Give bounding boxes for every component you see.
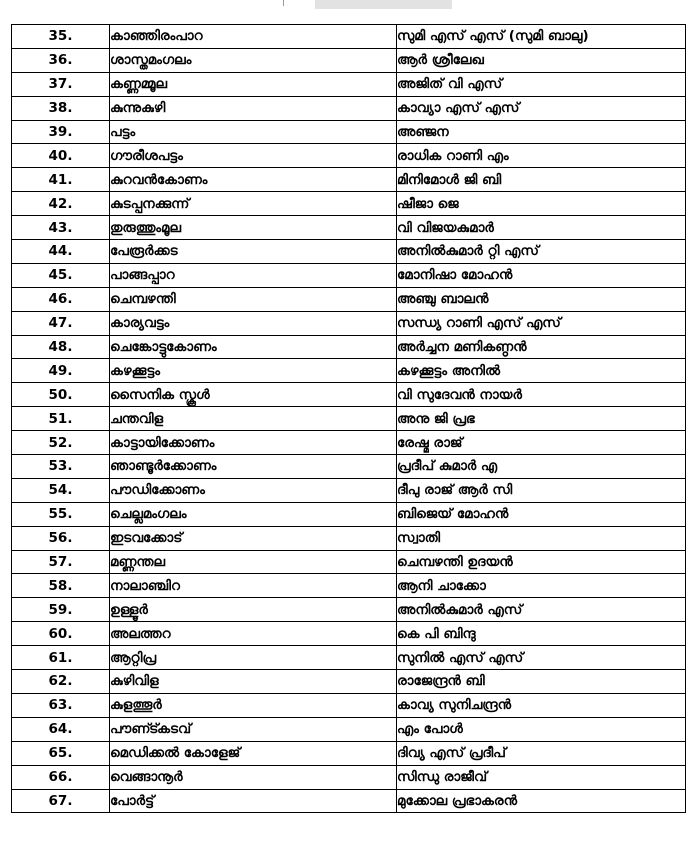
- row-number: 53.: [12, 455, 110, 479]
- ward-name: പോര്‍ട്ട്: [110, 789, 397, 813]
- candidate-name: കാവ്യ സുനിചന്ദ്രന്‍: [397, 693, 686, 717]
- ward-name: കുളത്തൂര്‍: [110, 693, 397, 717]
- row-number: 62.: [12, 670, 110, 694]
- candidate-name: വി വിജയകുമാര്‍: [397, 216, 686, 240]
- row-number: 47.: [12, 311, 110, 335]
- row-number: 58.: [12, 574, 110, 598]
- candidate-name: അനില്‍കുമാര്‍ റ്റി എസ്: [397, 240, 686, 264]
- top-toolbar-strip: [0, 0, 695, 10]
- row-number: 59.: [12, 598, 110, 622]
- row-number: 37.: [12, 72, 110, 96]
- candidate-name: ബിജെയ് മോഹന്‍: [397, 502, 686, 526]
- table-row: [12, 120, 686, 144]
- ward-name: പേരൂര്‍ക്കട: [110, 240, 397, 264]
- row-number: 50.: [12, 383, 110, 407]
- candidate-name: രാധിക റാണി എം: [397, 144, 686, 168]
- candidate-name: രാജേന്ദ്രന്‍ ബി: [397, 670, 686, 694]
- ward-name: പൗണ്ട്കടവ്: [110, 717, 397, 741]
- toolbar-tab[interactable]: [315, 0, 452, 9]
- row-number: 48.: [12, 335, 110, 359]
- toolbar-divider: [283, 0, 284, 6]
- table-row: [12, 598, 686, 622]
- table-row: [12, 287, 686, 311]
- row-number: 43.: [12, 216, 110, 240]
- ward-name: ചന്തവിള: [110, 407, 397, 431]
- row-number: 56.: [12, 526, 110, 550]
- ward-name: കാഞ്ഞിരംപാറ: [110, 25, 397, 49]
- row-number: 57.: [12, 550, 110, 574]
- candidate-name: അജിത് വി എസ്: [397, 72, 686, 96]
- row-number: 36.: [12, 48, 110, 72]
- candidate-name: സന്ധ്യ റാണി എസ് എസ്: [397, 311, 686, 335]
- ward-name: ആറ്റിപ്ര: [110, 646, 397, 670]
- row-number: 55.: [12, 502, 110, 526]
- table-row: [12, 526, 686, 550]
- ward-name: കണ്ണമ്മൂല: [110, 72, 397, 96]
- candidate-name: ദീപു രാജ് ആര്‍ സി: [397, 478, 686, 502]
- table-row: [12, 622, 686, 646]
- row-number: 65.: [12, 741, 110, 765]
- ward-name: നാലാഞ്ചിറ: [110, 574, 397, 598]
- row-number: 41.: [12, 168, 110, 192]
- row-number: 52.: [12, 431, 110, 455]
- ward-name: സൈനിക സ്കൂള്‍: [110, 383, 397, 407]
- ward-name: ഗൗരീശപട്ടം: [110, 144, 397, 168]
- candidate-name: കെ പി ബിന്ദു: [397, 622, 686, 646]
- candidate-name: അനു ജി പ്രഭ: [397, 407, 686, 431]
- table-row: [12, 192, 686, 216]
- row-number: 49.: [12, 359, 110, 383]
- table-row: [12, 168, 686, 192]
- row-number: 67.: [12, 789, 110, 813]
- candidate-table: [11, 24, 686, 813]
- row-number: 66.: [12, 765, 110, 789]
- row-number: 51.: [12, 407, 110, 431]
- ward-name: ചെങ്കോട്ടുകോണം: [110, 335, 397, 359]
- candidate-name: സുനില്‍ എസ് എസ്: [397, 646, 686, 670]
- table-row: [12, 693, 686, 717]
- table-row: [12, 646, 686, 670]
- table-row: [12, 765, 686, 789]
- row-number: 61.: [12, 646, 110, 670]
- table-row: [12, 431, 686, 455]
- candidate-name: ആര്‍ ശ്രീലേഖ: [397, 48, 686, 72]
- ward-name: കാട്ടായിക്കോണം: [110, 431, 397, 455]
- ward-name: മണ്ണന്തല: [110, 550, 397, 574]
- table-row: [12, 216, 686, 240]
- table-row: [12, 96, 686, 120]
- ward-name: ശാസ്തമംഗലം: [110, 48, 397, 72]
- table-row: [12, 335, 686, 359]
- row-number: 44.: [12, 240, 110, 264]
- ward-name: വെങ്ങാനൂര്‍: [110, 765, 397, 789]
- row-number: 35.: [12, 25, 110, 49]
- candidate-name: മോനിഷാ മോഹന്‍: [397, 263, 686, 287]
- ward-name: ഞാണ്ടൂര്‍ക്കോണം: [110, 455, 397, 479]
- table-row: [12, 574, 686, 598]
- ward-name: പട്ടം: [110, 120, 397, 144]
- row-number: 46.: [12, 287, 110, 311]
- candidate-name: സ്വാതി: [397, 526, 686, 550]
- row-number: 54.: [12, 478, 110, 502]
- ward-name: കുഴിവിള: [110, 670, 397, 694]
- row-number: 63.: [12, 693, 110, 717]
- candidate-name: രേഷ്മ രാജ്: [397, 431, 686, 455]
- ward-name: ചെല്ലമംഗലം: [110, 502, 397, 526]
- table-row: [12, 717, 686, 741]
- candidate-name: അനില്‍കുമാര്‍ എസ്: [397, 598, 686, 622]
- ward-name: കാര്യവട്ടം: [110, 311, 397, 335]
- candidate-name: കഴക്കൂട്ടം അനില്‍: [397, 359, 686, 383]
- table-row: [12, 789, 686, 813]
- table-row: [12, 48, 686, 72]
- table-row: [12, 359, 686, 383]
- table-row: [12, 72, 686, 96]
- candidate-table-body: [12, 25, 686, 813]
- ward-name: പൗഡിക്കോണം: [110, 478, 397, 502]
- row-number: 38.: [12, 96, 110, 120]
- ward-name: കുന്നുകുഴി: [110, 96, 397, 120]
- ward-name: ചെമ്പഴന്തി: [110, 287, 397, 311]
- row-number: 45.: [12, 263, 110, 287]
- table-row: [12, 478, 686, 502]
- candidate-name: അഞ്ജന: [397, 120, 686, 144]
- candidate-name: ആനി ചാക്കോ: [397, 574, 686, 598]
- row-number: 64.: [12, 717, 110, 741]
- table-row: [12, 25, 686, 49]
- candidate-name: മിനിമോള്‍ ജി ബി: [397, 168, 686, 192]
- ward-name: തുരുത്തുംമൂല: [110, 216, 397, 240]
- candidate-name: കാവ്യാ എസ് എസ്: [397, 96, 686, 120]
- table-row: [12, 407, 686, 431]
- candidate-name: മുക്കോല പ്രഭാകരന്‍: [397, 789, 686, 813]
- ward-name: കുറവന്‍കോണം: [110, 168, 397, 192]
- ward-name: മെഡിക്കല്‍ കോളേജ്: [110, 741, 397, 765]
- candidate-name: സിന്ധു രാജീവ്: [397, 765, 686, 789]
- candidate-name: അര്‍ച്ചന മണികണ്ഠന്‍: [397, 335, 686, 359]
- row-number: 60.: [12, 622, 110, 646]
- table-row: [12, 263, 686, 287]
- candidate-name: സുമി എസ് എസ് (സുമി ബാലു): [397, 25, 686, 49]
- ward-name: കുടപ്പനക്കുന്ന്: [110, 192, 397, 216]
- ward-name: ഉള്ളൂര്‍: [110, 598, 397, 622]
- table-row: [12, 670, 686, 694]
- row-number: 42.: [12, 192, 110, 216]
- table-row: [12, 240, 686, 264]
- ward-name: പാങ്ങപ്പാറ: [110, 263, 397, 287]
- table-row: [12, 502, 686, 526]
- table-row: [12, 311, 686, 335]
- candidate-name: ഷീജാ ജെ: [397, 192, 686, 216]
- row-number: 40.: [12, 144, 110, 168]
- candidate-name: പ്രദീപ് കുമാര്‍ എ: [397, 455, 686, 479]
- ward-name: അലത്തറ: [110, 622, 397, 646]
- table-row: [12, 144, 686, 168]
- ward-name: കഴക്കൂട്ടം: [110, 359, 397, 383]
- table-row: [12, 455, 686, 479]
- table-row: [12, 383, 686, 407]
- table-row: [12, 550, 686, 574]
- table-row: [12, 741, 686, 765]
- candidate-name: വി സുദേവന്‍ നായര്‍: [397, 383, 686, 407]
- candidate-name: ചെമ്പഴന്തി ഉദയന്‍: [397, 550, 686, 574]
- ward-name: ഇടവക്കോട്: [110, 526, 397, 550]
- row-number: 39.: [12, 120, 110, 144]
- candidate-name: ദിവ്യ എസ് പ്രദീപ്: [397, 741, 686, 765]
- candidate-name: എം പോള്‍: [397, 717, 686, 741]
- candidate-name: അഞ്ചു ബാലന്‍: [397, 287, 686, 311]
